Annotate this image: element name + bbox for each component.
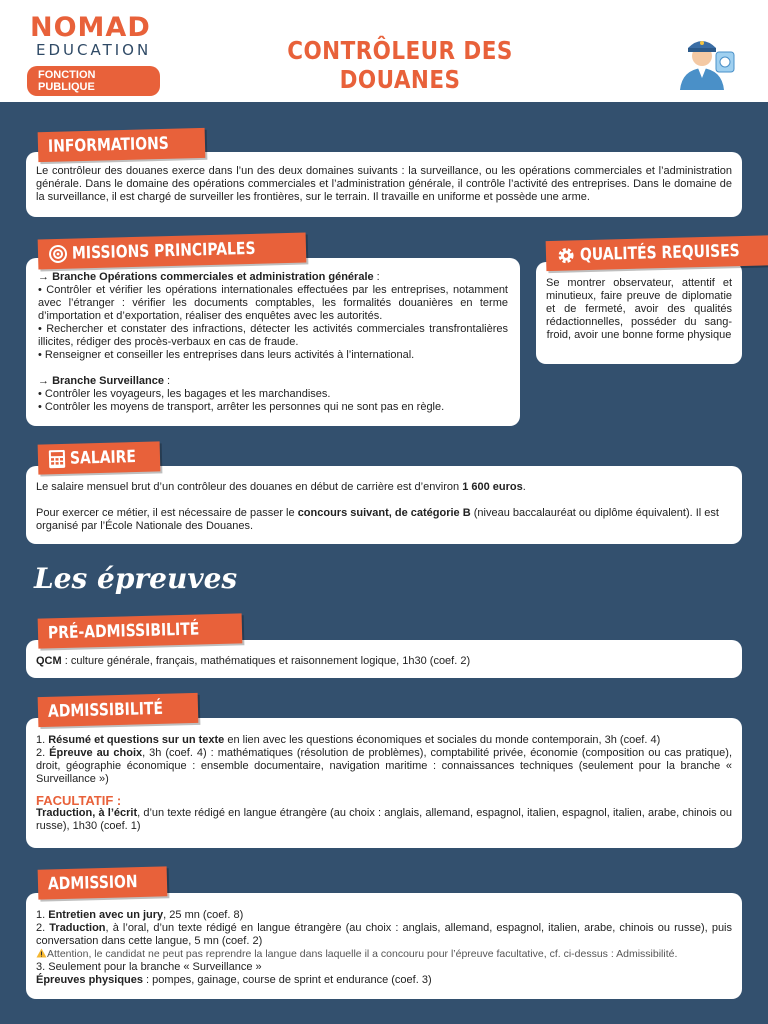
admission-item-1: 1. Entretien avec un jury, 25 mn (coef. 8) bbox=[36, 909, 244, 921]
pre-admissibilite-tag: PRÉ-ADMISSIBILITÉ bbox=[38, 613, 243, 648]
calculator-icon bbox=[48, 449, 67, 469]
salaire-card bbox=[26, 466, 742, 544]
logo-nomad: NOMAD bbox=[30, 12, 151, 43]
salaire-tag: SALAIRE bbox=[38, 441, 161, 474]
informations-text: Le contrôleur des douanes exerce dans l’un des deux domaines suivants : la surveillance, ou les opérations commerciales et l’administration générale. Dans le domaine des opérations commerciales et l’administration générale, il contrôle l’activité des entreprises. Dans le domaine de la surveillance, il est chargé de surveiller les frontières, sur le terrain. Il travaille en uniforme et possède une arme. bbox=[36, 165, 732, 203]
facultatif-text: Traduction, à l’écrit, d’un texte rédigé en langue étrangère (au choix : anglais, allemand, espagnol, italien, espagnol, italien, arabe, chinois ou russe), 1h30 (coef. 1) bbox=[36, 807, 733, 832]
admissibilite-item-2: 2. Épreuve au choix, 3h (coef. 4) : mathématiques (résolution de problèmes), comptabilité privée, économie (composition ou cas pratique), droit, géographie économique : ensemble documentaire, navigation maritime : connaissances techniques (seulement pour la branche « Surveillance ») bbox=[36, 747, 733, 785]
missions-item: • Renseigner et conseiller les entreprises dans leurs activités à l’international. bbox=[38, 349, 415, 361]
missions-item: • Contrôler et vérifier les opérations internationales effectuées par les entreprises, notamment avec l’étranger : vérifier les documents comptables, les formalités douanières en terme d’importation et d’exportation, réaliser des enquêtes avec les autorités. bbox=[38, 284, 508, 322]
missions-branch-2: → Branche Surveillance : bbox=[38, 375, 171, 387]
page-title: CONTRÔLEUR DES DOUANES bbox=[287, 36, 513, 94]
nomad-education-logo bbox=[30, 14, 160, 96]
informations-tag: INFORMATIONS bbox=[38, 128, 206, 162]
missions-item: • Contrôler les moyens de transport, arrêter les personnes qui ne sont pas en règle. bbox=[38, 401, 445, 413]
header bbox=[0, 0, 768, 102]
informations-card bbox=[26, 152, 742, 217]
missions-branch-1: → Branche Opérations commerciales et administration générale : bbox=[38, 271, 380, 283]
qualites-tag: QUALITÉS REQUISES bbox=[546, 235, 768, 271]
admission-card bbox=[26, 893, 742, 999]
missions-tag: MISSIONS PRINCIPALES bbox=[38, 233, 306, 270]
logo-education: EDUCATION bbox=[36, 41, 152, 59]
admission-item-2: 2. Traduction, à l’oral, d’un texte rédigé en langue étrangère (au choix : anglais, allemand, espagnol, italien, arabe, chinois ou russe), puis conversation dans cette langue, 5 mn (coef. 2) bbox=[36, 922, 733, 947]
admissibilite-card bbox=[26, 718, 742, 848]
gear-icon bbox=[556, 245, 577, 266]
admission-tag: ADMISSION bbox=[38, 866, 168, 899]
missions-item: • Contrôler les voyageurs, les bagages et les marchandises. bbox=[38, 388, 331, 400]
warning-icon bbox=[36, 948, 47, 958]
admission-item-3: 3. Seulement pour la branche « Surveillance » bbox=[36, 961, 262, 973]
admission-item-4: Épreuves physiques : pompes, gainage, course de sprint et endurance (coef. 3) bbox=[36, 974, 432, 986]
facultatif-label: FACULTATIF : bbox=[36, 793, 122, 808]
salaire-p2: Pour exercer ce métier, il est nécessaire de passer le concours suivant, de catégorie B (niveau baccalauréat ou diplôme équivalent). Il est organisé par l’École Nationale des Douanes. bbox=[36, 507, 719, 532]
admission-warning: Attention, le candidat ne peut pas reprendre la langue dans laquelle il a concouru pour l’épreuve facultative, cf. ci-dessus : Admissibilité. bbox=[36, 948, 732, 961]
qualites-text: Se montrer observateur, attentif et minutieux, faire preuve de diplomatie et de fermeté, avoir des qualités rédactionnelles, posséder du sang-froid, avoir une bonne forme physique bbox=[546, 277, 732, 341]
qualites-card bbox=[536, 262, 742, 364]
epreuves-title: Les épreuves bbox=[34, 562, 238, 595]
admissibilite-tag: ADMISSIBILITÉ bbox=[38, 693, 199, 727]
admissibilite-item-1: 1. Résumé et questions sur un texte en lien avec les questions économiques et sociales du monde contemporain, 3h (coef. 4) bbox=[36, 734, 661, 746]
target-icon bbox=[48, 244, 69, 265]
missions-card bbox=[26, 258, 520, 426]
customs-officer-icon bbox=[672, 30, 738, 90]
missions-item: • Rechercher et constater des infractions, détecter les activités commerciales transfrontalières illicites, rédiger des procès-verbaux en cas de fraude. bbox=[38, 323, 508, 348]
salaire-p1: Le salaire mensuel brut d’un contrôleur des douanes en début de carrière est d’environ 1 600 euros. bbox=[36, 481, 526, 493]
fonction-publique-badge: FONCTION PUBLIQUE bbox=[27, 66, 160, 96]
pre-admissibilite-text: QCM : culture générale, français, mathématiques et raisonnement logique, 1h30 (coef. 2) bbox=[36, 655, 471, 667]
